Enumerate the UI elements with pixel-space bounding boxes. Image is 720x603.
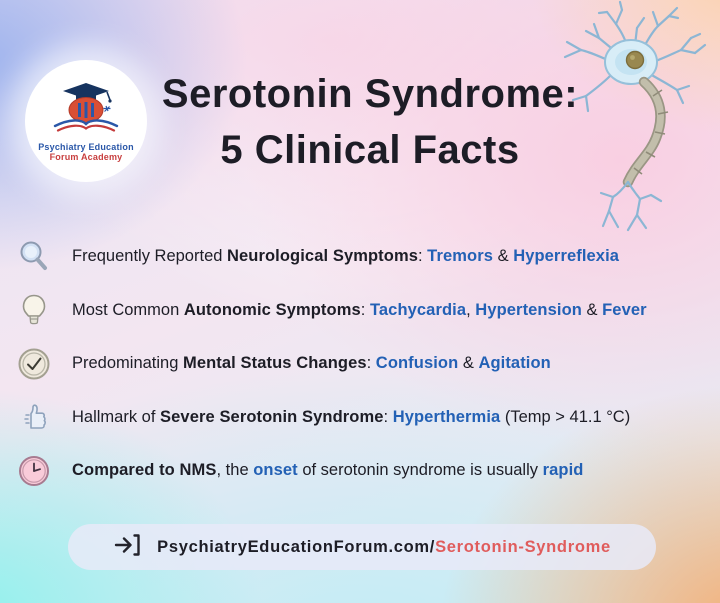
title-line1: Serotonin Syndrome: <box>161 72 579 116</box>
footer-url-main: PsychiatryEducationForum.com/ <box>157 537 436 556</box>
fact-row-neurological <box>0 230 720 284</box>
title-line2: 5 Clinical Facts <box>220 128 520 172</box>
thumbs-up-icon <box>16 399 52 435</box>
fact-row-autonomic <box>0 284 720 338</box>
fact-text: Compared to NMS, the onset of serotonin syndrome is usually rapid <box>72 461 584 480</box>
fact-row-mental-status <box>0 337 720 391</box>
clock-icon <box>16 453 52 489</box>
fact-text: Predominating Mental Status Changes: Confusion & Agitation <box>72 354 551 373</box>
neuron-illustration-icon <box>558 0 720 242</box>
lightbulb-icon <box>16 292 52 328</box>
checkmark-circle-icon <box>16 346 52 382</box>
fact-row-onset <box>0 444 720 498</box>
fact-text: Most Common Autonomic Symptoms: Tachycardia, Hypertension & Fever <box>72 300 647 319</box>
arrow-right-bracket-icon <box>113 532 143 563</box>
footer-url-link[interactable] <box>68 524 656 570</box>
fact-text: Frequently Reported Neurological Symptoms: Tremors & Hyperreflexia <box>72 247 620 266</box>
logo-text-line2: Forum Academy <box>49 151 123 162</box>
fact-row-severe <box>0 391 720 445</box>
magnifier-icon <box>16 239 52 275</box>
footer-url-highlight: Serotonin-Syndrome <box>435 537 611 556</box>
fact-text: Hallmark of Severe Serotonin Syndrome: Hyperthermia (Temp > 41.1 °C) <box>72 407 631 426</box>
logo-text-line1: Psychiatry Education <box>38 141 134 152</box>
footer-url-text <box>157 538 611 557</box>
facts-list <box>0 230 720 498</box>
